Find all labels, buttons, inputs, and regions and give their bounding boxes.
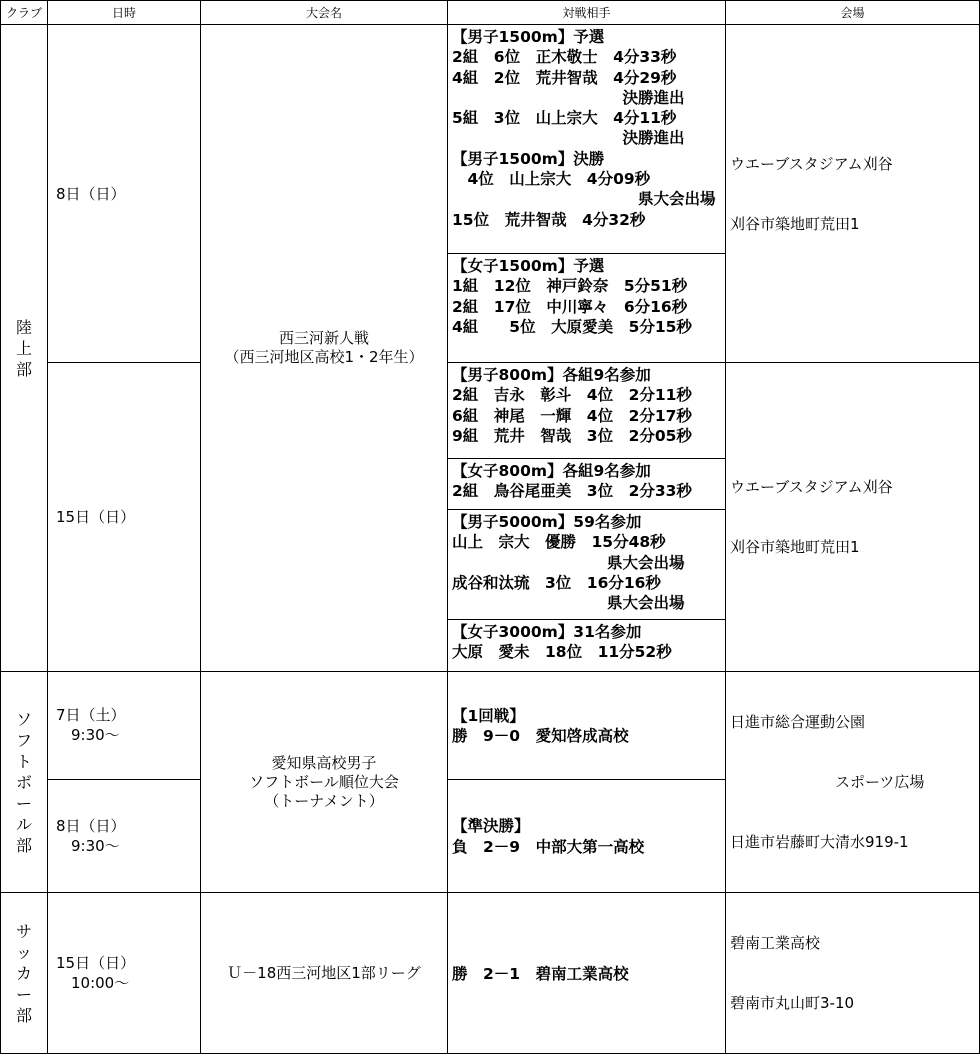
club-softball: ソ フ ト ボ ー ル 部 <box>1 672 48 893</box>
venue-cell: ウエーブスタジアム刈谷 刈谷市築地町荒田1 <box>726 363 980 672</box>
header-tournament: 大会名 <box>201 1 448 25</box>
header-venue: 会場 <box>726 1 980 25</box>
result-cell: 【男子5000m】59名参加 山上 宗大 優勝 15分48秒 県大会出場 成谷和汰琉 3位 16分16秒 県大会出場 <box>448 510 726 620</box>
result-cell: 【女子800m】各組9名参加 2組 鳥谷尾亜美 3位 2分33秒 <box>448 459 726 510</box>
date-cell: 15日（日） <box>48 363 201 672</box>
date-cell: 8日（日） <box>48 25 201 363</box>
date-cell: 7日（土） 9:30～ <box>48 672 201 780</box>
tournament-cell: 愛知県高校男子 ソフトボール順位大会 （トーナメント） <box>201 672 448 893</box>
venue-cell: 碧南工業高校 碧南市丸山町3-10 <box>726 893 980 1054</box>
table-row <box>1 25 980 254</box>
club-soccer: サ ッ カ ー 部 <box>1 893 48 1054</box>
header-row <box>1 1 980 25</box>
result-cell: 【女子1500m】予選 1組 12位 神戸鈴奈 5分51秒 2組 17位 中川寧々 6分16秒 4組 5位 大原愛美 5分15秒 <box>448 254 726 363</box>
table-row <box>1 363 980 459</box>
date-cell: 8日（日） 9:30～ <box>48 779 201 892</box>
result-cell: 【女子3000m】31名参加 大原 愛未 18位 11分52秒 <box>448 620 726 672</box>
header-club: クラブ <box>1 1 48 25</box>
result-cell: 【男子800m】各組9名参加 2組 吉永 彰斗 4位 2分11秒 6組 神尾 一輝 4位 2分17秒 9組 荒井 智哉 3位 2分05秒 <box>448 363 726 459</box>
header-datetime: 日時 <box>48 1 201 25</box>
venue-cell: 日進市総合運動公園 スポーツ広場 日進市岩藤町大清水919-1 <box>726 672 980 893</box>
result-cell: 勝 2－1 碧南工業高校 <box>448 893 726 1054</box>
table-row <box>1 893 980 1054</box>
result-cell: 【男子1500m】予選 2組 6位 正木敬士 4分33秒 4組 2位 荒井智哉 4分29秒 決勝進出 5組 3位 山上宗大 4分11秒 決勝進出 【男子1500m】決勝 4位 山上宗大 4分09秒 県大会出場 15位 荒井智哉 4分32秒 <box>448 25 726 254</box>
date-cell: 15日（日） 10:00～ <box>48 893 201 1054</box>
table-row <box>1 672 980 780</box>
result-cell: 【準決勝】 負 2－9 中部大第一高校 <box>448 779 726 892</box>
tournament-cell: 西三河新人戦 （西三河地区高校1・2年生） <box>201 25 448 672</box>
tournament-cell: Ｕ－18西三河地区1部リーグ <box>201 893 448 1054</box>
result-cell: 【1回戦】 勝 9－0 愛知啓成高校 <box>448 672 726 780</box>
club-track: 陸 上 部 <box>1 25 48 672</box>
header-opponent: 対戦相手 <box>448 1 726 25</box>
venue-cell: ウエーブスタジアム刈谷 刈谷市築地町荒田1 <box>726 25 980 363</box>
